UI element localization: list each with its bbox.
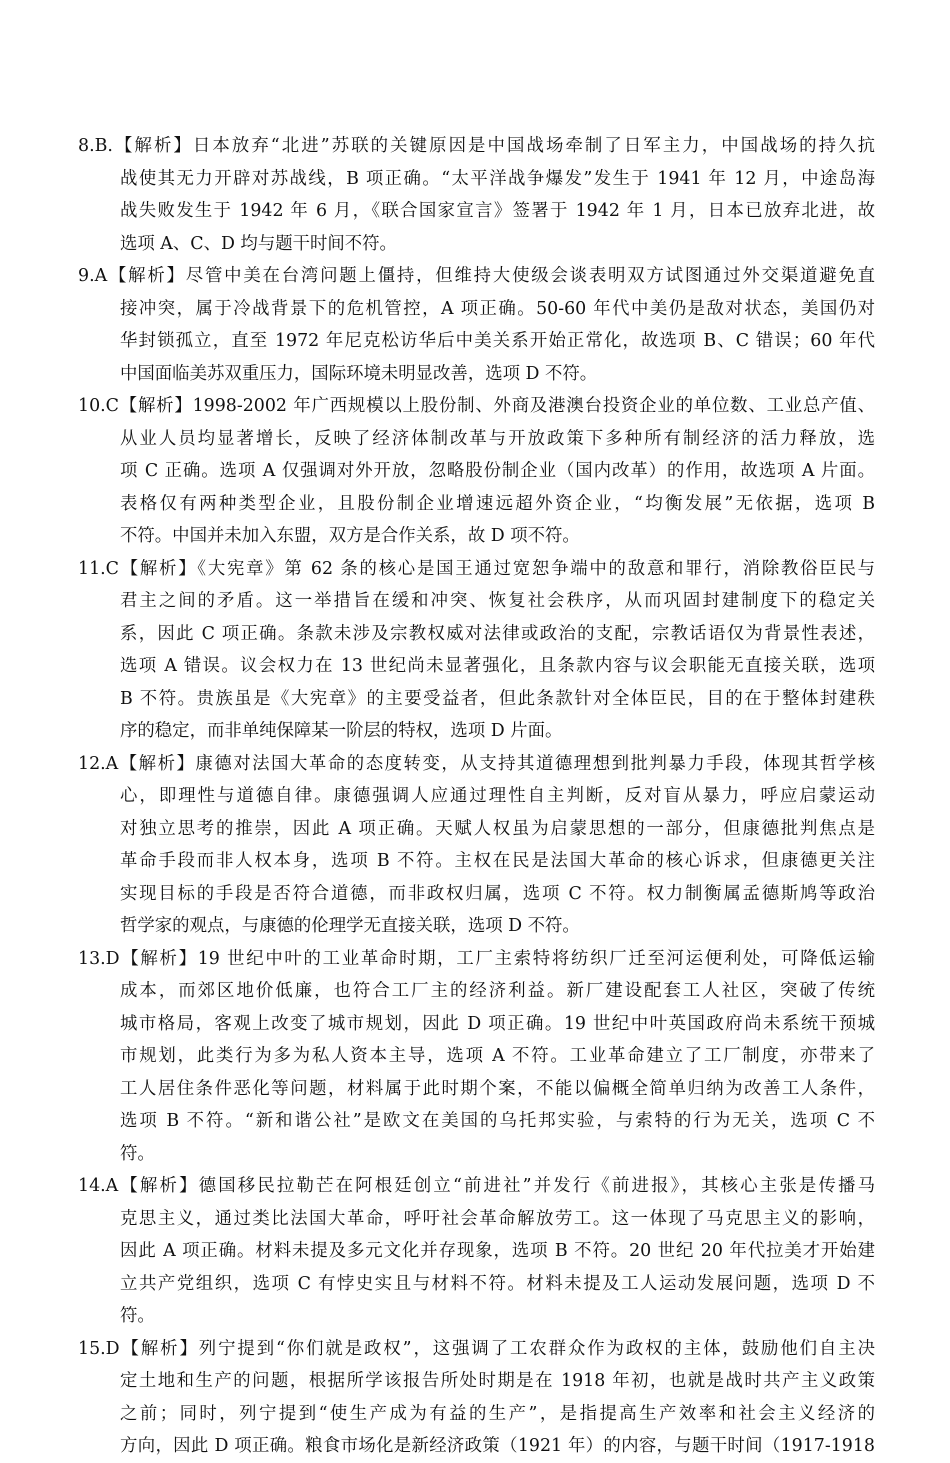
explanation-line: 表格仅有两种类型企业，且股份制企业增速远超外资企业，“均衡发展”无依据，选项 B <box>120 493 875 514</box>
explanation-item <box>0 130 950 260</box>
explanation-first-line: 11.C【解析】《大宪章》第 62 条的核心是国王通过宽恕争端中的敌意和罪行，消除教俗臣民与 <box>78 558 875 579</box>
explanation-line: 选项 A 错误。议会权力在 13 世纪尚未显著强化，且条款内容与议会职能无直接关联，选项 <box>120 656 875 676</box>
explanation-line: 市规划，此类行为多为私人资本主导，选项 A 不符。工业革命建立了工厂制度，亦带来了 <box>120 1046 875 1066</box>
explanation-line: 序的稳定，而非单纯保障某一阶层的特权，选项 D 片面。 <box>120 721 563 741</box>
explanation-line: B 不符。贵族虽是《大宪章》的主要受益者，但此条款针对全体臣民，目的在于整体封建秩 <box>120 688 875 709</box>
explanation-line: 对独立思考的推崇，因此 A 项正确。天赋人权虽为启蒙思想的一部分，但康德批判焦点是 <box>120 818 875 839</box>
explanation-item <box>0 260 950 390</box>
explanation-line: 从业人员均显著增长，反映了经济体制改革与开放政策下多种所有制经济的活力释放，选 <box>120 428 875 449</box>
explanation-line: 战失败发生于 1942 年 6 月，《联合国家宣言》签署于 1942 年 1 月，日本已放弃北进，故 <box>120 201 875 221</box>
explanation-line: 成本，而郊区地价低廉，也符合工厂主的经济利益。新厂建设配套工人社区，突破了传统 <box>120 981 875 1001</box>
explanation-line: 城市格局，客观上改变了城市规划，因此 D 项正确。19 世纪中叶英国政府尚未系统干预城 <box>120 1013 875 1034</box>
explanation-line: 之前；同时，列宁提到“使生产成为有益的生产”，是指提高生产效率和社会主义经济的 <box>120 1403 875 1424</box>
explanation-line: 接冲突，属于冷战背景下的危机管控，A 项正确。50-60 年代中美仍是敌对状态，美国仍对 <box>120 298 875 319</box>
explanation-item <box>0 748 950 943</box>
explanation-line: 华封锁孤立，直至 1972 年尼克松访华后中美关系开始正常化，故选项 B、C 错误；60 年代 <box>120 331 875 351</box>
explanation-item <box>0 943 950 1171</box>
explanation-line: 心，即理性与道德自律。康德强调人应通过理性自主判断，反对盲从暴力，呼应启蒙运动 <box>120 786 875 806</box>
explanation-line: 君主之间的矛盾。这一举措旨在缓和冲突、恢复社会秩序，从而巩固封建制度下的稳定关 <box>120 591 875 611</box>
explanation-line: 定土地和生产的问题，根据所学该报告所处时期是在 1918 年初，也就是战时共产主义政策 <box>120 1371 875 1391</box>
explanation-line: 中国面临美苏双重压力，国际环境未明显改善，选项 D 不符。 <box>120 363 598 384</box>
explanation-item <box>0 1170 950 1333</box>
explanation-first-line: 15.D【解析】列宁提到“你们就是政权”，这强调了工农群众作为政权的主体，鼓励他们自主决 <box>78 1338 875 1359</box>
explanation-first-line: 8.B.【解析】日本放弃“北进”苏联的关键原因是中国战场牵制了日军主力，中国战场的持久抗 <box>78 136 875 156</box>
explanation-first-line: 9.A【解析】尽管中美在台湾问题上僵持，但维持大使级会谈表明双方试图通过外交渠道避免直 <box>78 266 875 286</box>
explanation-first-line: 13.D【解析】19 世纪中叶的工业革命时期，工厂主索特将纺织厂迁至河运便利处，可降低运输 <box>78 948 875 969</box>
explanation-line: 系，因此 C 项正确。条款未涉及宗教权威对法律或政治的支配，宗教话语仅为背景性表述， <box>120 623 875 644</box>
explanation-line: 符。 <box>120 1143 155 1164</box>
explanation-line: 方向，因此 D 项正确。粮食市场化是新经济政策（1921 年）的内容，与题干时间（1917-1918 <box>120 1436 875 1456</box>
explanation-line: 工人居住条件恶化等问题，材料属于此时期个案，不能以偏概全简单归纳为改善工人条件， <box>120 1078 875 1099</box>
explanation-line: 因此 A 项正确。材料未提及多元文化并存现象，选项 B 不符。20 世纪 20 年代拉美才开始建 <box>120 1241 875 1261</box>
explanation-item <box>0 390 950 553</box>
explanation-line: 不符。中国并未加入东盟，双方是合作关系，故 D 项不符。 <box>120 526 580 546</box>
explanation-line: 实现目标的手段是否符合道德，而非政权归属，选项 C 不符。权力制衡属孟德斯鸠等政治 <box>120 883 875 904</box>
explanation-line: 革命手段而非人权本身，选项 B 不符。主权在民是法国大革命的核心诉求，但康德更关注 <box>120 851 875 871</box>
explanation-line: 立共产党组织，选项 C 有悖史实且与材料不符。材料未提及工人运动发展问题，选项 D 不 <box>120 1273 875 1294</box>
explanation-item <box>0 1333 950 1463</box>
explanation-line: 克思主义，通过类比法国大革命，呼吁社会革命解放劳工。这一体现了马克思主义的影响， <box>120 1208 875 1229</box>
explanation-item <box>0 553 950 748</box>
explanation-line: 符。 <box>120 1306 155 1326</box>
explanation-first-line: 14.A【解析】德国移民拉勒芒在阿根廷创立“前进社”并发行《前进报》，其核心主张是传播马 <box>78 1176 875 1196</box>
answer-explanations <box>0 130 950 1463</box>
explanation-line: 选项 A、C、D 均与题干时间不符。 <box>120 233 397 254</box>
explanation-line: 项 C 正确。选项 A 仅强调对外开放，忽略股份制企业（国内改革）的作用，故选项 A 片面。 <box>120 461 875 481</box>
explanation-line: 战使其无力开辟对苏战线，B 项正确。“太平洋战争爆发”发生于 1941 年 12 月，中途岛海 <box>120 168 875 189</box>
explanation-line: 选项 B 不符。“新和谐公社”是欧文在美国的乌托邦实验，与索特的行为无关，选项 C 不 <box>120 1111 875 1131</box>
explanation-first-line: 10.C【解析】1998-2002 年广西规模以上股份制、外商及港澳台投资企业的单位数、工业总产值、 <box>78 396 875 416</box>
explanation-first-line: 12.A【解析】康德对法国大革命的态度转变，从支持其道德理想到批判暴力手段，体现其哲学核 <box>78 753 875 774</box>
explanation-line: 哲学家的观点，与康德的伦理学无直接关联，选项 D 不符。 <box>120 916 580 936</box>
